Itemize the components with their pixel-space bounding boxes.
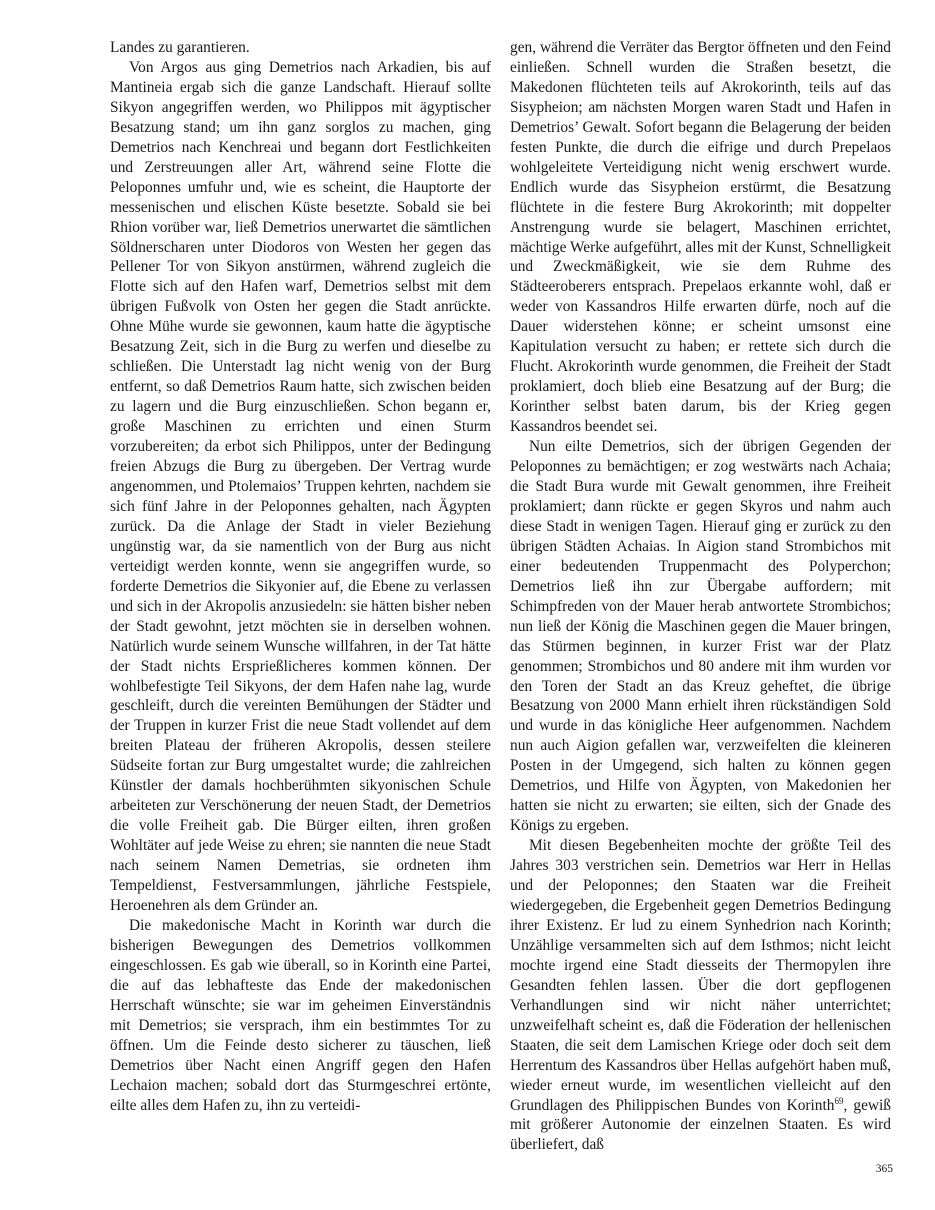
right-column [510,38,891,1155]
page-number: 365 [875,1163,893,1175]
paragraph: Nun eilte Demetrios, sich der übrigen Gegenden der Peloponnes zu bemächtigen; er zog westwärts nach Achaia; die Stadt Bura wurde mit Gewalt genommen, ihre Freiheit proklamiert; dann rückte er gegen Skyros und nahm auch diese Stadt in wenigen Tagen. Hierauf ging er zurück zu den übrigen Städten Achaias. In Aigion stand Strombichos mit einer bedeutenden Truppenmacht des Polyperchon; Demetrios ließ ihn zur Übergabe auffordern; mit Schimpfreden von der Mauer herab antwortete Strombichos; nun ließ der König die Maschinen gegen die Mauer bringen, das Stürmen beginnen, in kurzer Frist war der Platz genommen; Strombichos und 80 andere mit ihm wurden vor den Toren der Stadt an das Kreuz geheftet, die übrige Besatzung von 2000 Mann erhielt ihren rückständigen Sold und wurde in das königliche Heer aufgenommen. Nachdem nun auch Aigion gefallen war, verzweifelten die kleineren Posten in der Umgegend, sich halten zu können gegen Demetrios, und Hilfe von Ägypten, von Makedonien her hatten sie nicht zu erwarten; sie eilten, sich der Gnade des Königs zu ergeben. [510,438,891,835]
left-column [110,38,491,1115]
paragraph: Landes zu garantieren. [110,39,250,56]
paragraph: gen, während die Verräter das Bergtor öffneten und den Feind einließen. Schnell wurden die Straßen besetzt, die Makedonen flüchteten teils auf Akrokorinth, teils auf das Sisypheion; am nächsten Morgen waren Stadt und Hafen in Demetrios’ Gewalt. Sofort begann die Belagerung der beiden festen Punkte, die durch die eifrige und durch Prepelaos wohlgeleitete Verteidigung nicht wenig erschwert wurde. Endlich wurde das Sisypheion erstürmt, die Besatzung flüchtete in die festere Burg Akrokorinth; mit doppelter Anstrengung wurde sie belagert, Maschinen errichtet, mächtige Werke aufgeführt, alles mit der Kunst, Schnelligkeit und Zweckmäßigkeit, wie sie dem Ruhme des Städteeroberers entsprach. Prepelaos erkannte wohl, daß er weder von Kassandros Hilfe erwarten dürfe, noch auf die Dauer widerstehen könne; er scheint umsonst eine Kapitulation versucht zu haben; er rettete sich durch die Flucht. Akrokorinth wurde genommen, die Freiheit der Stadt proklamiert, doch blieb eine Besatzung auf der Burg; die Korinther selbst baten darum, bis der Krieg gegen Kassandros beendet sei. [510,39,891,436]
paragraph [510,836,891,1155]
paragraph-text: , gewiß mit größerer Autonomie der einzelnen Staaten. Es wird überliefert, daß [510,1096,892,1154]
footnote-reference[interactable]: 69 [834,1095,844,1106]
paragraph: Von Argos aus ging Demetrios nach Arkadien, bis auf Mantineia ergab sich die ganze Landschaft. Hierauf sollte Sikyon angegriffen werden, wo Philippos mit ägyptischer Besatzung stand; um ihn ganz sorglos zu machen, ging Demetrios nach Kenchreai und begann dort Festlichkeiten und Zerstreuungen aller Art, während seine Flotte die Peloponnes umfuhr und, wie es scheint, die Hauptorte der messenischen und elischen Küste besetzte. Sobald sie bei Rhion vorüber war, ließ Demetrios unerwartet die sämtlichen Söldnerscharen unter Diodoros von Westen her gegen das Pellener Tor von Sikyon anstürmen, während zugleich die Flotte sich auf den Hafen warf, Demetrios selbst mit dem übrigen Fußvolk von Osten her gegen die Stadt anrückte. Ohne Mühe wurde sie gewonnen, kaum hatte die ägyptische Besatzung Zeit, sich in die Burg zu werfen und dieselbe zu schließen. Die Unterstadt lag nicht wenig von der Burg entfernt, so daß Demetrios Raum hatte, sich zwischen beiden zu lagern und die Burg einzuschließen. Schon begann er, große Maschinen zu errichten und einen Sturm vorzubereiten; da erbot sich Philippos, unter der Bedingung freien Abzugs die Burg zu übergeben. Der Vertrag wurde angenommen, und Ptolemaios’ Truppen kehrten, nachdem sie sich fünf Jahre in der Peloponnes gehalten, nach Ägypten zurück. Da die Anlage der Stadt in vieler Beziehung ungünstig war, da sie namentlich von der Burg aus nicht verteidigt werden konnte, wenn sie angegriffen wurde, so forderte Demetrios die Sikyonier auf, die Ebene zu verlassen und sich in der Akropolis anzusiedeln: sie hätten bisher neben der Stadt gewohnt, jetzt möchten sie in derselben wohnen. Natürlich wurde seinem Wunsche willfahren, in der Tat hätte der Stadt nichts Ersprießlicheres kommen können. Der wohlbefestigte Teil Sikyons, der dem Hafen nahe lag, wurde geschleift, durch die vereinten Bemühungen der Städter und der Truppen in kurzer Frist die neue Stadt vollendet auf dem breiten Plateau der früheren Akropolis, dessen steilere Südseite fortan zur Burg umgestaltet wurde; die zahlreichen Künstler der damals hochberühmten sikyonischen Schule arbeiteten zur Verschönerung der neuen Stadt, der Demetrios die volle Freiheit gab. Die Bürger eilten, ihren großen Wohltäter auf jede Weise zu ehren; sie nannten die neue Stadt nach seinem Namen Demetrias, sie ordneten ihm Tempeldienst, Festversammlungen, jährliche Festspiele, Heroenehren als dem Gründer an. [110,58,491,914]
paragraph: Die makedonische Macht in Korinth war durch die bisherigen Bewegungen des Demetrios vollkommen eingeschlossen. Es gab wie überall, so in Korinth eine Partei, die auf das lebhafteste das Ende der makedonischen Herrschaft wünschte; sie war im geheimen Einverständnis mit Demetrios; sie versprach, ihm ein bestimmtes Tor zu öffnen. Um die Feinde desto sicherer zu täuschen, ließ Demetrios über Nacht einen Angriff gegen den Hafen Lechaion machen; sobald dort das Sturmgeschrei ertönte, eilte alles dem Hafen zu, ihn zu verteidi- [110,916,491,1114]
paragraph-text: Mit diesen Begebenheiten mochte der größte Teil des Jahres 303 verstrichen sein. Demetrios war Herr in Hellas und der Peloponnes; den Staaten war die Freiheit wiedergegeben, die Ergebenheit gegen Demetrios Bedingung ihrer Existenz. Er lud zu einem Synhedrion nach Korinth; Unzählige versammelten sich auf dem Isthmos; nicht leicht mochte irgend eine Stadt diesseits der Thermopylen ihre Gesandten fehlen lassen. Über die dort gepflogenen Verhandlungen sind wir nicht näher unterrichtet; unzweifelhaft scheint es, daß die Föderation der hellenischen Staaten, die seit dem Lamischen Kriege oder doch seit dem Herrentum des Kassandros über Hellas aufgehört haben muß, wieder erneut wurde, im wesentlichen vielleicht auf den Grundlagen des Philippischen Bundes von Korinth [510,837,891,1114]
